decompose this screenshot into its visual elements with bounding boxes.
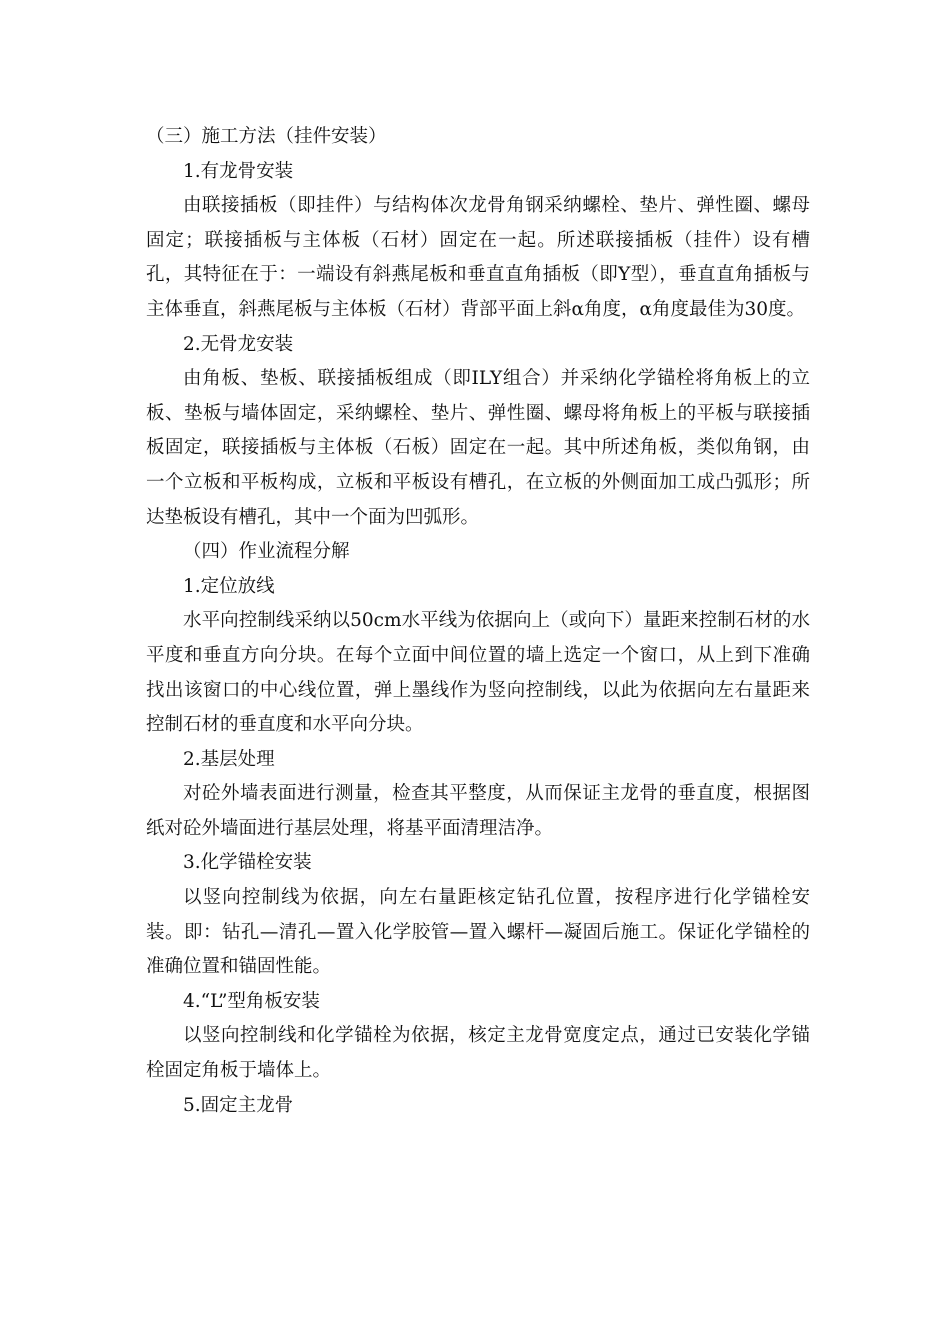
section-heading-construction-method: （三）施工方法（挂件安装） xyxy=(146,126,387,147)
subheading-l-angle-plate: 4.“L”型角板安装 xyxy=(183,990,320,1012)
paragraph-positioning: 水平向控制线采纳以50cm水平线为依据向上（或向下）量距来控制石材的水平度和垂直方向分块。在每个立面中间位置的墙上选定一个窗口，从上到下准确找出该窗口的中心线位置，弹上墨线作为竖向控制线，以此为依据向左右量距来控制石材的垂直度和水平向分块。 xyxy=(146,610,810,736)
subheading-fix-main-keel: 5.固定主龙骨 xyxy=(183,1094,294,1116)
subheading-base-treatment: 2.基层处理 xyxy=(183,748,275,770)
document-body xyxy=(146,120,810,1123)
section-heading-workflow: （四）作业流程分解 xyxy=(183,541,350,563)
subheading-keelless-installation: 2.无骨龙安装 xyxy=(183,333,294,355)
paragraph-keelless-installation: 由角板、垫板、联接插板组成（即ILY组合）并采纳化学锚栓将角板上的立板、垫板与墙体固定，采纳螺栓、垫片、弹性圈、螺母将角板上的平板与联接插板固定，联接插板与主体板（石板）固定在一起。其中所述角板，类似角钢，由一个立板和平板构成，立板和平板设有槽孔，在立板的外侧面加工成凸弧形；所达垫板设有槽孔，其中一个面为凹弧形。 xyxy=(146,368,810,528)
paragraph-l-angle-plate: 以竖向控制线和化学锚栓为依据，核定主龙骨宽度定点，通过已安装化学锚栓固定角板于墙体上。 xyxy=(146,1025,810,1082)
subheading-keel-installation: 1.有龙骨安装 xyxy=(183,160,294,182)
paragraph-chemical-anchor: 以竖向控制线为依据，向左右量距核定钻孔位置，按程序进行化学锚栓安装。即：钻孔—清孔—置入化学胶管—置入螺杆—凝固后施工。保证化学锚栓的准确位置和锚固性能。 xyxy=(146,887,810,978)
subheading-chemical-anchor: 3.化学锚栓安装 xyxy=(183,852,312,874)
subheading-positioning: 1.定位放线 xyxy=(183,575,275,597)
paragraph-base-treatment: 对砼外墙表面进行测量，检查其平整度，从而保证主龙骨的垂直度，根据图纸对砼外墙面进行基层处理，将基平面清理洁净。 xyxy=(146,783,810,839)
paragraph-keel-installation: 由联接插板（即挂件）与结构体次龙骨角钢采纳螺栓、垫片、弹性圈、螺母固定；联接插板与主体板（石材）固定在一起。所述联接插板（挂件）设有槽孔，其特征在于：一端设有斜燕尾板和垂直直角插板（即Y型），垂直直角插板与主体垂直，斜燕尾板与主体板（石材）背部平面上斜α角度，α角度最佳为30度。 xyxy=(146,195,810,320)
